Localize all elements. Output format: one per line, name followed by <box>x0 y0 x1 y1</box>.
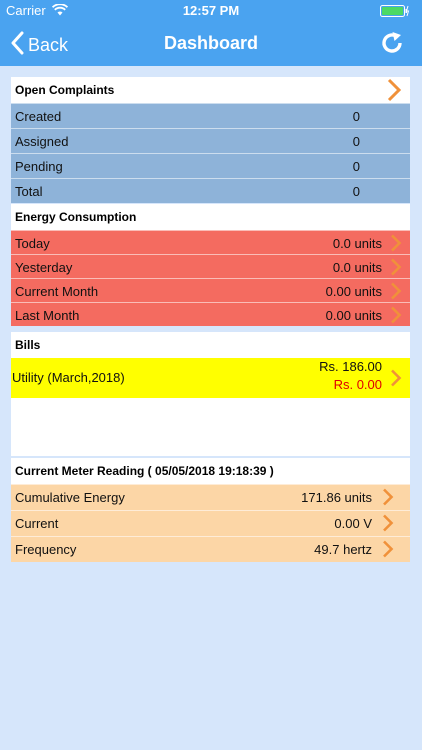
complaints-row-created <box>11 103 410 128</box>
energy-row-current-month[interactable] <box>11 278 410 302</box>
open-complaints-header[interactable] <box>11 77 410 103</box>
row-label: Current <box>15 516 59 531</box>
row-value: 0.00 V <box>334 516 372 531</box>
bill-row-utility[interactable] <box>11 358 410 398</box>
bills-card <box>11 332 410 456</box>
status-time: 12:57 PM <box>182 3 240 18</box>
chevron-right-icon <box>390 234 402 255</box>
chevron-right-icon <box>390 282 402 303</box>
bill-due: Rs. 0.00 <box>333 377 382 392</box>
row-label: Last Month <box>15 308 80 323</box>
refresh-button[interactable] <box>380 31 404 60</box>
row-value: 0.00 units <box>325 284 382 299</box>
energy-row-last-month[interactable] <box>11 302 410 326</box>
bill-amount: Rs. 186.00 <box>319 359 382 374</box>
status-bar <box>0 0 422 22</box>
bill-label: Utility (March,2018) <box>12 370 125 385</box>
chevron-right-icon <box>390 306 402 327</box>
row-label: Pending <box>15 159 63 174</box>
meter-reading-header <box>11 458 410 484</box>
refresh-icon <box>380 42 404 59</box>
row-value: 0 <box>352 159 360 174</box>
bills-header <box>11 332 410 358</box>
chevron-right-icon <box>390 369 402 390</box>
row-value: 0 <box>352 109 360 124</box>
row-label: Created <box>15 109 62 124</box>
energy-row-yesterday[interactable] <box>11 254 410 278</box>
row-value: 0.0 units <box>332 236 382 251</box>
row-value: 49.7 hertz <box>314 542 372 557</box>
row-value: 0 <box>352 134 360 149</box>
complaints-row-pending <box>11 153 410 178</box>
energy-consumption-title: Energy Consumption <box>15 210 137 224</box>
page-title: Dashboard <box>163 33 259 53</box>
chevron-right-icon <box>382 540 394 561</box>
row-value: 0.0 units <box>332 260 382 275</box>
complaints-row-total <box>11 178 410 203</box>
row-value: 0.00 units <box>325 308 382 323</box>
open-complaints-card <box>11 77 410 203</box>
chevron-right-icon <box>390 258 402 279</box>
row-label: Assigned <box>15 134 69 149</box>
open-complaints-title: Open Complaints <box>15 83 115 97</box>
meter-reading-card <box>11 458 410 562</box>
row-value: 171.86 units <box>301 490 372 505</box>
row-label: Today <box>15 236 50 251</box>
row-label: Frequency <box>15 542 77 557</box>
energy-consumption-header <box>11 204 410 230</box>
energy-row-today[interactable] <box>11 230 410 254</box>
meter-row-cumulative-energy[interactable] <box>11 484 410 510</box>
bills-title: Bills <box>15 338 41 352</box>
row-label: Cumulative Energy <box>15 490 125 505</box>
complaints-row-assigned <box>11 128 410 153</box>
meter-reading-title: Current Meter Reading ( 05/05/2018 19:18:39 ) <box>15 464 274 478</box>
meter-row-current[interactable] <box>11 510 410 536</box>
chevron-right-icon <box>382 514 394 535</box>
battery-icon <box>380 5 410 20</box>
nav-bar <box>0 22 422 66</box>
energy-consumption-card <box>11 204 410 326</box>
row-label: Current Month <box>15 284 99 299</box>
carrier-label: Carrier <box>6 3 46 18</box>
back-label: Back <box>28 35 69 55</box>
row-label: Yesterday <box>15 260 73 275</box>
row-label: Total <box>15 184 43 199</box>
chevron-right-icon <box>382 488 394 509</box>
meter-row-frequency[interactable] <box>11 536 410 562</box>
row-value: 0 <box>352 184 360 199</box>
